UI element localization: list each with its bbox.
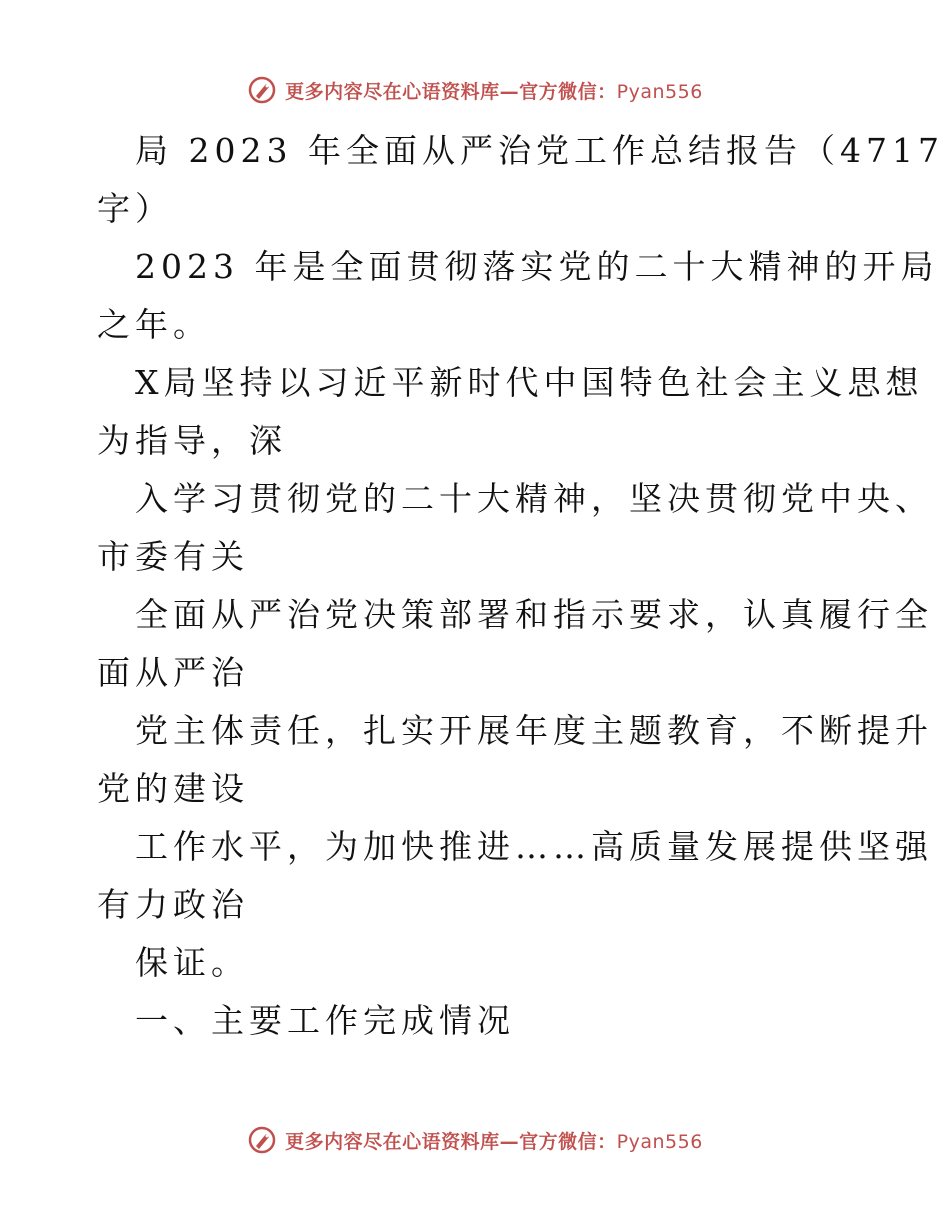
watermark-wechat-id: Pyan556 [616,1130,703,1153]
header-watermark [0,70,950,110]
document-body [97,122,944,1050]
pen-nib-logo-icon [247,1125,277,1155]
watermark-text: 更多内容尽在心语资料库—官方微信：Pyan556 [285,1130,703,1153]
paragraph: 工作水平，为加快推进……高质量发展提供坚强 有力政治 [97,827,933,924]
section-heading: 一、主要工作完成情况 [135,1001,515,1040]
paragraph: 党主体责任，扎实开展年度主题教育，不断提升 党的建设 [97,711,933,808]
watermark-text: 更多内容尽在心语资料库—官方微信：Pyan556 [285,80,703,103]
watermark-wechat-id: Pyan556 [616,80,703,103]
pen-nib-logo-icon [247,75,277,105]
paragraph: 保证。 [135,943,249,982]
document-title: 局 2023 年全面从严治党工作总结报告（4717 字） [97,131,944,228]
paragraph: X局坚持以习近平新时代中国特色社会主义思想 为指导，深 [97,363,924,460]
paragraph: 2023 年是全面贯彻落实党的二十大精神的开局 之年。 [97,247,939,344]
footer-watermark [0,1120,950,1160]
paragraph: 全面从严治党决策部署和指示要求，认真履行全 面从严治 [97,595,933,692]
paragraph: 入学习贯彻党的二十大精神，坚决贯彻党中央、 市委有关 [97,479,933,576]
